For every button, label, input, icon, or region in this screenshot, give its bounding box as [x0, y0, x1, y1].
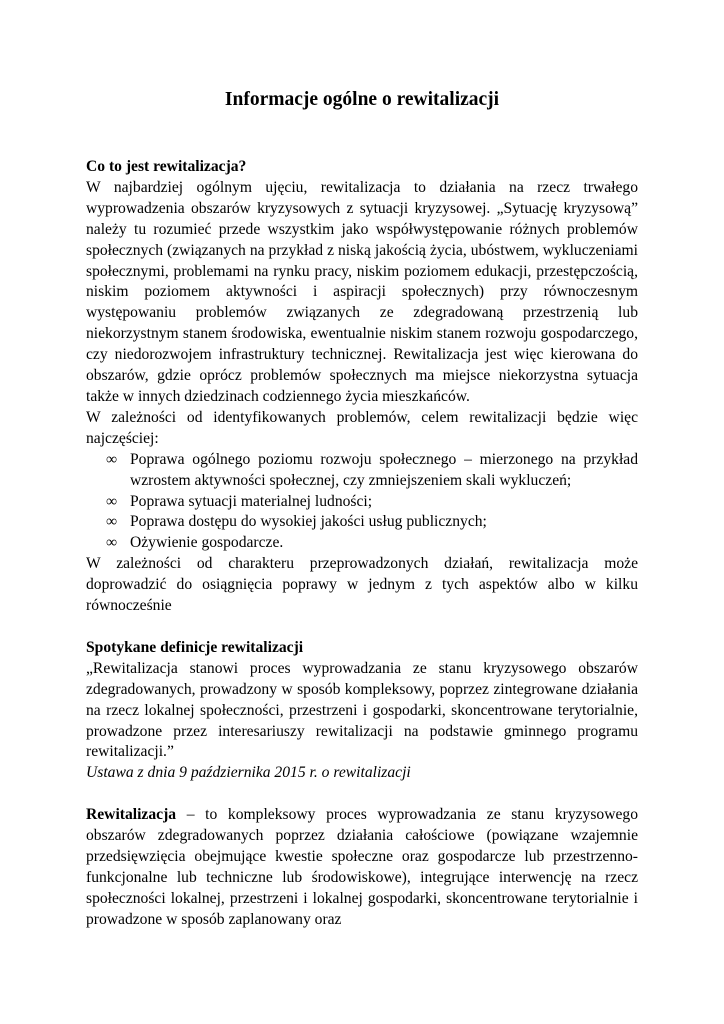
list-item: ∞ Ożywienie gospodarcze. [130, 533, 638, 554]
infinity-bullet-icon: ∞ [106, 513, 118, 531]
list-item: ∞ Poprawa sytuacji materialnej ludności; [130, 492, 638, 513]
paragraph-goals-intro: W zależności od identyfikowanych problemów, celem rewitalizacji będzie więc najczęściej: [86, 408, 638, 447]
list-item: ∞ Poprawa ogólnego poziomu rozwoju społecznego – mierzonego na przykład wzrostem aktywności społecznej, czy zmniejszeniem skali wykluczeń; [106, 450, 638, 489]
paragraph-rewitalizacja-definition [86, 805, 638, 930]
infinity-bullet-icon: ∞ [106, 534, 118, 552]
paragraph-outcome: W zależności od charakteru przeprowadzonych działań, rewitalizacja może doprowadzić do osiągnięcia poprawy w jednym z tych aspektów albo w kilku równocześnie [86, 555, 638, 615]
page-title: Informacje ogólne o rewitalizacji [224, 89, 500, 110]
statutory-definition-quote: „Rewitalizacja stanowi proces wyprowadzania ze stanu kryzysowego obszarów zdegradowanych, prowadzony w sposób kompleksowy, poprzez zintegrowane działania na rzecz lokalnej społeczności, przestrzeni i gospodarki, skoncentrowane terytorialnie, prowadzone przez interesariuszy rewitalizacji na podstawie gminnego programu rewitalizacji.” [86, 659, 638, 761]
paragraph-definition: W najbardziej ogólnym ujęciu, rewitalizacja to działania na rzecz trwałego wyprowadzenia obszarów kryzysowych z sytuacji kryzysowej. „Sytuację kryzysową” należy tu rozumieć przede wszystkim jako współwystępowanie różnych problemów społecznych (związanych na przykład z niską jakością życia, ubóstwem, wykluczeniami społecznymi, problemami na rynku pracy, niskim poziomem edukacji, przestępczością, niskim poziomem aktywności i aspiracji społecznych) przy równoczesnym występowaniu problemów związanych ze zdegradowaną przestrzenią lub niekorzystnym stanem środowiska, ewentualnie niskim stanem rozwoju gospodarczego, czy niedorozwojem infrastruktury technicznej. Rewitalizacja jest więc kierowana do obszarów, gdzie oprócz problemów społecznych ma miejsce niekorzystna sytuacja także w innych dziedzinach codziennego życia mieszkańców. [86, 178, 638, 405]
infinity-bullet-icon: ∞ [106, 450, 118, 468]
infinity-bullet-icon: ∞ [106, 492, 118, 510]
definition-text: – to kompleksowy proces wyprowadzania ze stanu kryzysowego obszarów zdegradowanych poprzez działania całościowe (powiązane wzajemnie przedsięwzięcia obejmujące kwestie społeczne oraz gospodarcze lub przestrzenno-funkcjonalne lub techniczne lub środowiskowe), integrujące interwencję na rzecz społeczności lokalnej, przestrzeni i lokalnej gospodarki, skoncentrowane terytorialnie i prowadzone w sposób zaplanowany oraz [86, 806, 638, 928]
list-item: ∞ Poprawa dostępu do wysokiej jakości usług publicznych; [130, 512, 638, 533]
definition-term: Rewitalizacja [86, 806, 177, 824]
quote-source: Ustawa z dnia 9 października 2015 r. o rewitalizacji [86, 764, 411, 782]
section-heading-definitions: Spotykane definicje rewitalizacji [86, 638, 304, 656]
section-heading-what-is: Co to jest rewitalizacja? [86, 158, 247, 175]
goals-list [86, 450, 638, 555]
